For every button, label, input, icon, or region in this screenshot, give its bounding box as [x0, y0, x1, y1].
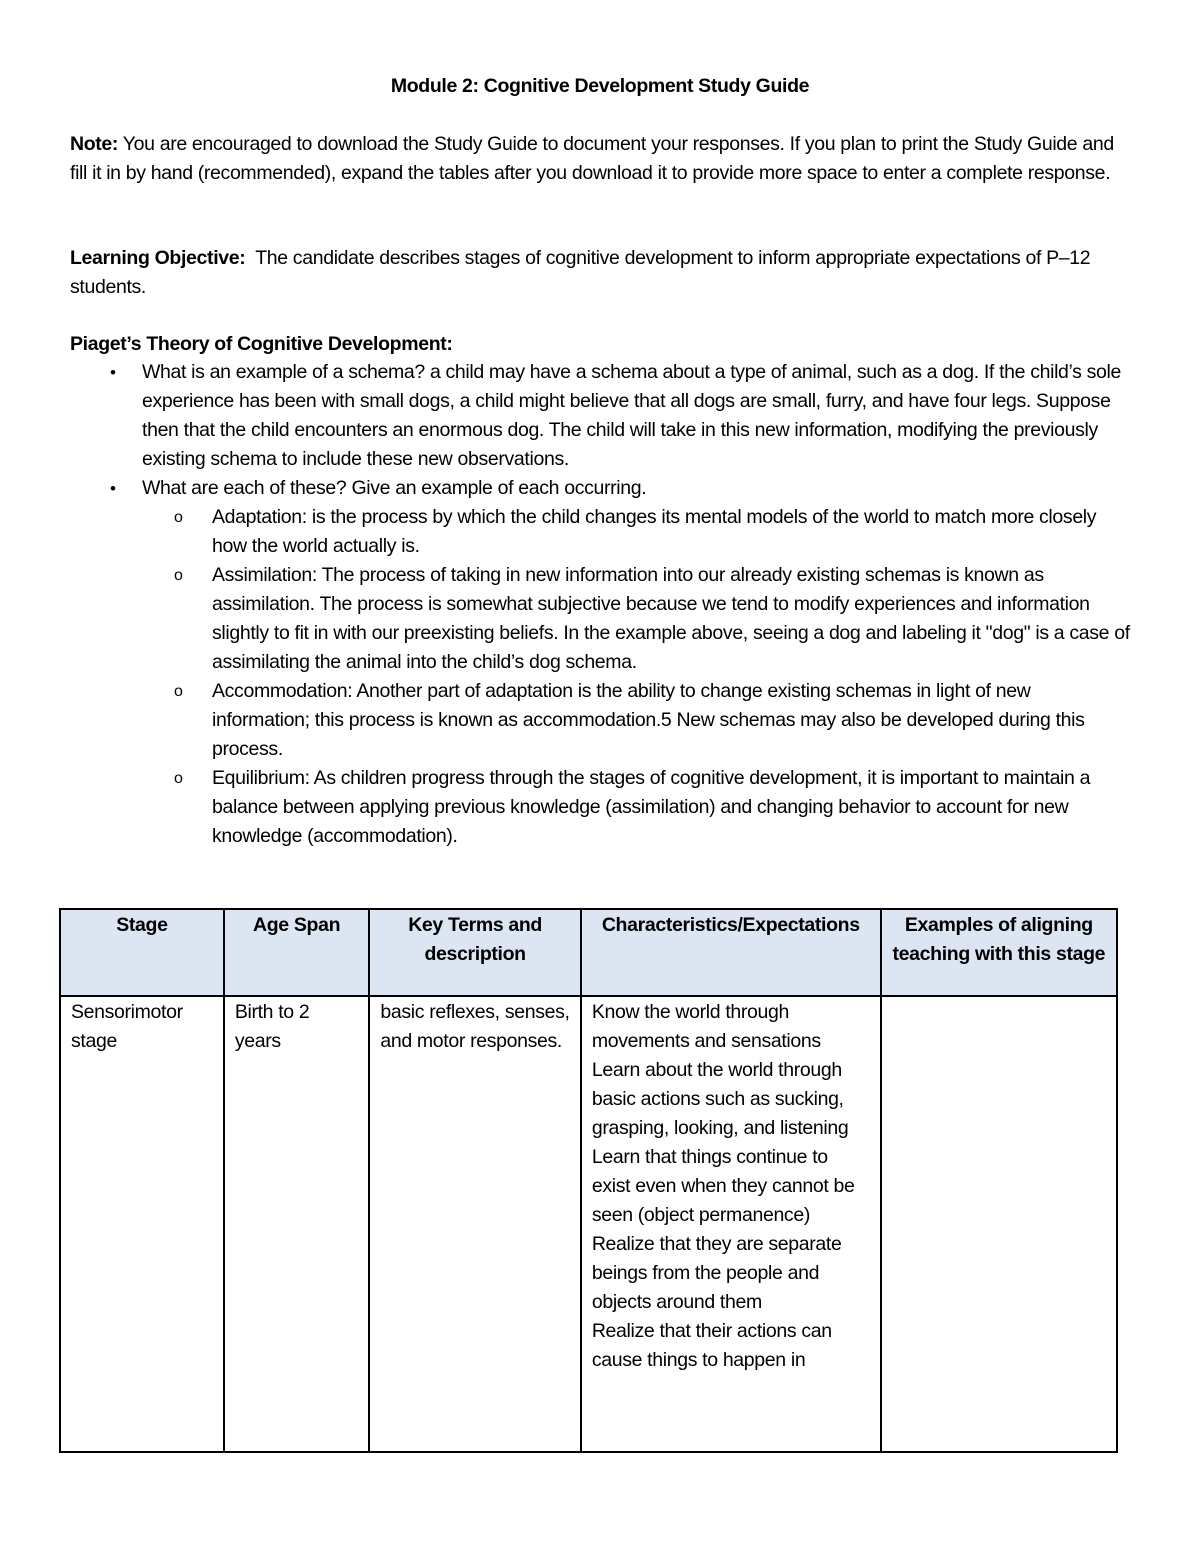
sub-list-item [70, 677, 1130, 764]
bullet-icon: • [110, 479, 116, 498]
hollow-bullet-icon: o [174, 567, 183, 584]
cognitive-stages-table [59, 908, 1118, 1453]
cell-characteristics [581, 996, 881, 1452]
column-header-examples: Examples of aligning teaching with this stage [881, 909, 1117, 996]
characteristic-item: Realize that their actions can cause things to happen in [591, 1320, 832, 1371]
cell-key-terms: basic reflexes, senses, and motor responses. [369, 996, 580, 1452]
bullet-icon: • [110, 363, 116, 382]
cell-stage: Sensorimotor stage [60, 996, 224, 1452]
bullet-list [70, 358, 1130, 851]
learning-objective-paragraph [70, 244, 1130, 302]
page-title: Module 2: Cognitive Development Study Guide [390, 75, 810, 97]
hollow-bullet-icon: o [174, 509, 183, 526]
note-paragraph [70, 130, 1130, 188]
sub-list-item-text: Adaptation: is the process by which the child changes its mental models of the world to match more closely how the world actually is. [212, 506, 1097, 557]
list-item-text: What are each of these? Give an example of each occurring. [142, 477, 647, 499]
objective-text: The candidate describes stages of cognitive development to inform appropriate expectations of P–12 students. [70, 247, 1096, 298]
list-item [70, 358, 1130, 474]
column-header-key-terms: Key Terms and description [369, 909, 580, 996]
list-item [70, 474, 1130, 503]
column-header-age-span: Age Span [224, 909, 370, 996]
column-header-characteristics: Characteristics/Expectations [581, 909, 881, 996]
table-header-row [60, 909, 1117, 996]
note-text: You are encouraged to download the Study Guide to document your responses. If you plan to print the Study Guide and fill it in by hand (recommended), expand the tables after you download it to provide more space to enter a complete response. [70, 133, 1114, 184]
cell-examples-empty[interactable] [881, 996, 1117, 1452]
section-heading: Piaget’s Theory of Cognitive Development: [70, 333, 453, 355]
column-header-stage: Stage [60, 909, 224, 996]
characteristic-item: Know the world through movements and sensations [591, 1001, 821, 1052]
hollow-bullet-icon: o [174, 683, 183, 700]
characteristic-item: Realize that they are separate beings from the people and objects around them [591, 1233, 842, 1313]
list-item-text: What is an example of a schema? a child may have a schema about a type of animal, such as a dog. If the child’s sole experience has been with small dogs, a child might believe that all dogs are small, furry, and have four legs. Suppose then that the child encounters an enormous dog. The child will take in this new information, modifying the previously existing schema to include these new observations. [142, 361, 1122, 470]
sub-list-item-text: Assimilation: The process of taking in new information into our already existing schemas is known as assimilation. The process is somewhat subjective because we tend to modify experiences and information slightly to fit in with our preexisting beliefs. In the example above, seeing a dog and labeling it "dog" is a case of assimilating the animal into the child’s dog schema. [212, 564, 1130, 673]
cell-age-span: Birth to 2 years [224, 996, 370, 1452]
table-row [60, 996, 1117, 1452]
sub-list-item-text: Accommodation: Another part of adaptation is the ability to change existing schemas in light of new information; this process is known as accommodation.5 New schemas may also be developed during this process. [212, 680, 1085, 760]
hollow-bullet-icon: o [174, 770, 183, 787]
objective-label: Learning Objective: [70, 247, 246, 269]
sub-list-item [70, 764, 1130, 851]
characteristic-item: Learn that things continue to exist even when they cannot be seen (object permanence) [591, 1146, 855, 1226]
characteristic-item: Learn about the world through basic actions such as sucking, grasping, looking, and listening [591, 1059, 849, 1139]
sub-list-item-text: Equilibrium: As children progress through the stages of cognitive development, it is important to maintain a balance between applying previous knowledge (assimilation) and changing behavior to account for new knowledge (accommodation). [212, 767, 1091, 847]
sub-list-item [70, 561, 1130, 677]
sub-list-item [70, 503, 1130, 561]
note-label: Note: [70, 133, 119, 155]
